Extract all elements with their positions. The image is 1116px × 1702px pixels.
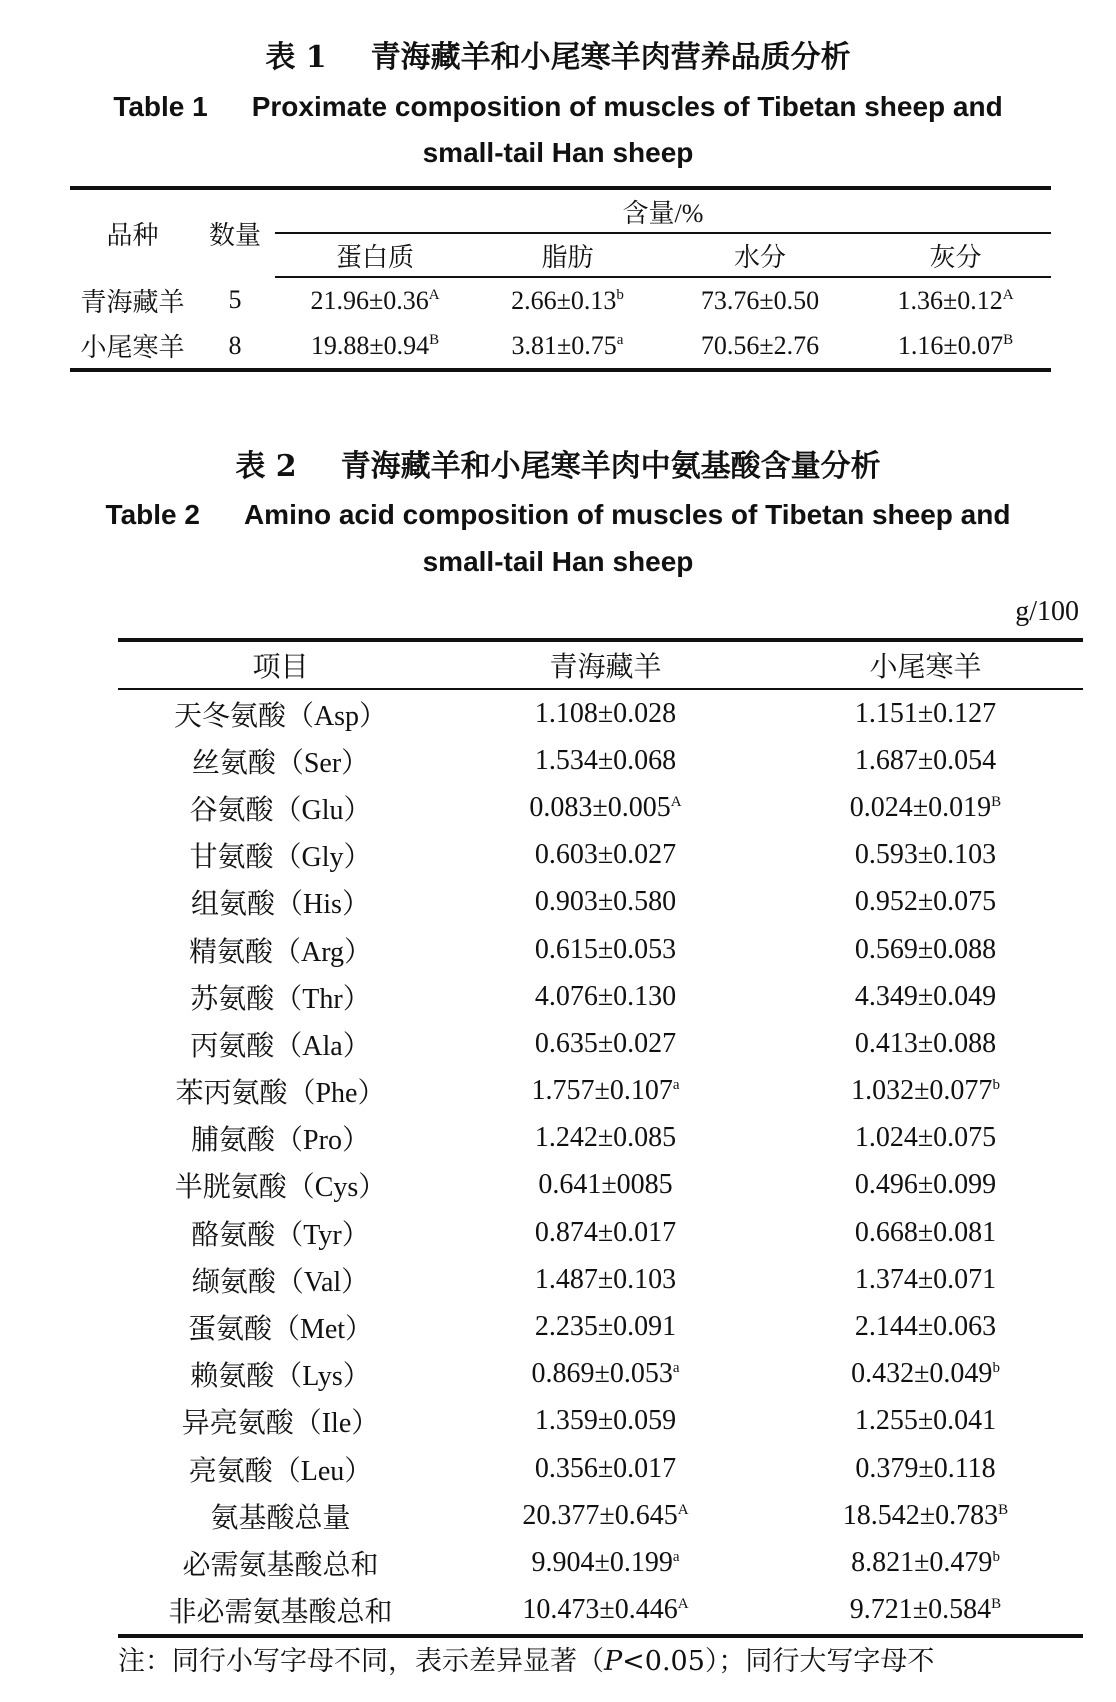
table2-cell-item: 精氨酸（Arg） — [188, 936, 373, 968]
table-row — [118, 1445, 1083, 1492]
table1 — [70, 186, 1051, 372]
table2-cell-item: 甘氨酸（Gly） — [189, 842, 372, 874]
table2-cell-tibetan — [443, 1445, 768, 1492]
table1-header-fat: 脂肪 — [475, 233, 660, 277]
significance-letter: b — [992, 1077, 1000, 1094]
value: 1.487±0.103 — [534, 1263, 677, 1295]
value: 2.144±0.063 — [854, 1311, 997, 1343]
value: 1.255±0.041 — [854, 1405, 997, 1437]
table2-cell-tibetan — [443, 1539, 768, 1586]
significance-letter: a — [672, 1360, 680, 1377]
value: 21.96±0.36 — [310, 285, 429, 315]
value: 0.615±0.053 — [534, 933, 677, 965]
table1-header-moisture: 水分 — [660, 233, 860, 277]
table1-caption-en-line1 — [0, 89, 1116, 125]
table-row — [118, 879, 1083, 926]
table2-cell-item: 赖氨酸（Lys） — [190, 1361, 371, 1393]
value: 0.668±0.081 — [854, 1216, 997, 1248]
value: 70.56±2.76 — [700, 330, 820, 360]
table2 — [118, 638, 1083, 1638]
table2-cell-hanyang — [768, 1068, 1083, 1115]
table2-cell-item: 异亮氨酸（Ile） — [181, 1408, 380, 1440]
table2-header-hanyang: 小尾寒羊 — [768, 640, 1083, 689]
table-row — [118, 1351, 1083, 1398]
value: 0.874±0.017 — [534, 1216, 677, 1248]
table1-cell-ash — [860, 277, 1051, 323]
value: 0.496±0.099 — [854, 1169, 997, 1201]
footnote-middle: <0.05）；同行大写字母不 — [622, 1646, 935, 1677]
table-row — [118, 737, 1083, 784]
table-row — [118, 689, 1083, 737]
table2-cell-hanyang — [768, 1209, 1083, 1256]
value: 0.413±0.088 — [854, 1027, 997, 1059]
table2-cell-tibetan — [443, 737, 768, 784]
table2-cell-item: 蛋氨酸（Met） — [187, 1314, 374, 1346]
table2-caption-en-line1 — [0, 497, 1116, 533]
footnote-p: P — [604, 1646, 623, 1677]
value: 4.076±0.130 — [534, 980, 677, 1012]
value: 0.603±0.027 — [534, 839, 677, 871]
value: 20.377±0.645 — [522, 1499, 678, 1531]
table2-cell-tibetan — [443, 1209, 768, 1256]
table1-cell-protein — [275, 323, 475, 370]
significance-letter: a — [672, 1548, 680, 1565]
table2-cell-hanyang — [768, 689, 1083, 737]
significance-letter: b — [616, 286, 624, 303]
table2-cell-hanyang — [768, 879, 1083, 926]
table2-cell-item: 非必需氨基酸总和 — [168, 1597, 393, 1629]
value: 1.108±0.028 — [534, 697, 677, 729]
value: 10.473±0.446 — [522, 1594, 678, 1626]
significance-letter: A — [677, 1596, 689, 1613]
table-row — [118, 1068, 1083, 1115]
value: 1.36±0.12 — [897, 285, 1003, 315]
table2-cell-hanyang — [768, 1539, 1083, 1586]
value: 0.356±0.017 — [534, 1452, 677, 1484]
table-row — [118, 1398, 1083, 1445]
table2-cell-tibetan — [443, 1303, 768, 1350]
table1-header-breed: 品种 — [106, 221, 159, 250]
table1-header-content: 含量/% — [275, 188, 1051, 233]
value: 1.534±0.068 — [534, 744, 677, 776]
significance-letter: B — [429, 331, 440, 348]
table1-caption-cn — [0, 38, 1116, 78]
table2-cell-item: 苏氨酸（Thr） — [190, 983, 371, 1015]
significance-letter: B — [1003, 331, 1014, 348]
table2-cell-hanyang — [768, 1256, 1083, 1303]
table-row — [118, 926, 1083, 973]
table1-header-protein: 蛋白质 — [275, 233, 475, 277]
table1-cell-protein — [275, 277, 475, 323]
table1-cell-count: 8 — [228, 330, 242, 360]
table2-cell-hanyang — [768, 1445, 1083, 1492]
value: 0.593±0.103 — [854, 839, 997, 871]
table-row — [70, 277, 1051, 323]
value: 0.432±0.049 — [851, 1358, 993, 1390]
table2-cell-tibetan — [443, 1020, 768, 1067]
value: 0.869±0.053 — [531, 1358, 673, 1390]
table2-cell-hanyang — [768, 1398, 1083, 1445]
value: 19.88±0.94 — [310, 330, 430, 360]
table1-cell-fat — [475, 277, 660, 323]
table2-cell-item: 脯氨酸（Pro） — [191, 1125, 370, 1157]
table2-cell-hanyang — [768, 1351, 1083, 1398]
table2-cell-hanyang — [768, 1587, 1083, 1636]
value: 1.151±0.127 — [854, 697, 997, 729]
value: 0.903±0.580 — [534, 886, 677, 918]
table2-cell-hanyang — [768, 926, 1083, 973]
table-row — [118, 832, 1083, 879]
table2-cell-item: 组氨酸（His） — [191, 889, 370, 921]
table2-cell-item: 缬氨酸（Val） — [191, 1266, 370, 1298]
significance-letter: B — [998, 1501, 1009, 1518]
table2-unit: g/100 — [1015, 596, 1079, 627]
significance-letter: B — [991, 1596, 1002, 1613]
table2-cell-hanyang — [768, 1303, 1083, 1350]
significance-letter: A — [677, 1501, 689, 1518]
table2-cell-tibetan — [443, 689, 768, 737]
table2-cell-item: 亮氨酸（Leu） — [188, 1455, 373, 1487]
value: 1.359±0.059 — [534, 1405, 677, 1437]
table2-cell-hanyang — [768, 784, 1083, 831]
value: 0.083±0.005 — [529, 791, 671, 823]
table1-caption-en-label: Table 1 — [113, 91, 208, 122]
table2-cell-tibetan — [443, 1162, 768, 1209]
value: 2.66±0.13 — [511, 285, 617, 315]
significance-letter: b — [992, 1360, 1000, 1377]
value: 0.641±0085 — [538, 1169, 673, 1201]
value: 1.16±0.07 — [897, 330, 1004, 360]
value: 1.024±0.075 — [854, 1122, 997, 1154]
value: 4.349±0.049 — [854, 980, 997, 1012]
value: 0.379±0.118 — [855, 1452, 996, 1484]
table2-caption-cn-title: 青海藏羊和小尾寒羊肉中氨基酸含量分析 — [340, 449, 881, 484]
significance-letter: A — [670, 793, 682, 810]
table2-caption-cn — [0, 447, 1116, 487]
significance-letter: b — [992, 1548, 1000, 1565]
significance-letter: A — [1002, 286, 1014, 303]
table2-cell-item: 半胱氨酸（Cys） — [174, 1172, 387, 1204]
table2-cell-hanyang — [768, 1492, 1083, 1539]
table1-caption-cn-title: 青海藏羊和小尾寒羊肉营养品质分析 — [370, 40, 851, 75]
significance-letter: a — [616, 331, 624, 348]
table2-cell-tibetan — [443, 1351, 768, 1398]
value: 1.687±0.054 — [854, 744, 997, 776]
table2-cell-tibetan — [443, 1492, 768, 1539]
table2-cell-tibetan — [443, 832, 768, 879]
value: 73.76±0.50 — [700, 285, 820, 315]
table2-cell-tibetan — [443, 879, 768, 926]
table1-cell-breed: 青海藏羊 — [80, 287, 185, 317]
table2-cell-tibetan — [443, 784, 768, 831]
table-row — [118, 1303, 1083, 1350]
table-row — [118, 1115, 1083, 1162]
table2-cell-tibetan — [443, 1587, 768, 1636]
table2-cell-item: 必需氨基酸总和 — [182, 1549, 379, 1581]
table2-caption-cn-label: 表 2 — [235, 449, 297, 484]
table2-cell-item: 天冬氨酸（Asp） — [173, 700, 388, 732]
table2-body — [118, 689, 1083, 1636]
value: 0.952±0.075 — [854, 886, 997, 918]
table2-cell-item: 丝氨酸（Ser） — [191, 747, 370, 779]
value: 1.032±0.077 — [851, 1075, 993, 1107]
table2-cell-tibetan — [443, 926, 768, 973]
significance-letter: a — [672, 1077, 680, 1094]
footnote-prefix: 注：同行小写字母不同，表示差异显著（ — [118, 1646, 604, 1677]
table2-caption-en-title: Amino acid composition of muscles of Tibetan sheep and — [243, 499, 1011, 530]
value: 1.374±0.071 — [854, 1263, 997, 1295]
table2-cell-hanyang — [768, 1020, 1083, 1067]
table1-caption-cn-label: 表 1 — [265, 40, 327, 75]
table2-cell-tibetan — [443, 1068, 768, 1115]
table2-cell-item: 苯丙氨酸（Phe） — [175, 1078, 386, 1110]
significance-letter: B — [991, 793, 1002, 810]
value: 9.904±0.199 — [531, 1546, 673, 1578]
table1-cell-fat — [475, 323, 660, 370]
table1-header-count: 数量 — [208, 221, 261, 250]
table1-cell-moisture — [660, 323, 860, 370]
value: 0.024±0.019 — [849, 791, 992, 823]
table1-caption-en-title: Proximate composition of muscles of Tibetan sheep and — [251, 91, 1003, 122]
table-row — [118, 973, 1083, 1020]
table2-cell-item: 丙氨酸（Ala） — [190, 1030, 371, 1062]
table2-header-item: 项目 — [118, 640, 443, 689]
table2-cell-item: 氨基酸总量 — [210, 1502, 351, 1534]
value: 0.569±0.088 — [854, 933, 997, 965]
table-row — [118, 1587, 1083, 1636]
table-row — [118, 1539, 1083, 1586]
footnote — [118, 1640, 934, 1684]
value: 1.242±0.085 — [534, 1122, 677, 1154]
table1-caption-en-line2: small-tail Han sheep — [422, 137, 694, 168]
table2-caption-en-label: Table 2 — [105, 499, 200, 530]
table2-caption-en-line2: small-tail Han sheep — [422, 546, 694, 577]
value: 8.821±0.479 — [851, 1546, 993, 1578]
table2-cell-hanyang — [768, 1162, 1083, 1209]
table-row — [118, 1162, 1083, 1209]
table2-cell-hanyang — [768, 832, 1083, 879]
table-row — [118, 784, 1083, 831]
table2-cell-item: 酪氨酸（Tyr） — [191, 1219, 370, 1251]
table2-cell-tibetan — [443, 1115, 768, 1162]
table2-cell-tibetan — [443, 1398, 768, 1445]
value: 9.721±0.584 — [849, 1594, 992, 1626]
table-row — [118, 1256, 1083, 1303]
value: 3.81±0.75 — [511, 330, 617, 360]
value: 1.757±0.107 — [531, 1075, 673, 1107]
value: 18.542±0.783 — [842, 1499, 999, 1531]
table2-cell-hanyang — [768, 973, 1083, 1020]
table-row — [118, 1492, 1083, 1539]
table-row — [118, 1209, 1083, 1256]
table-row — [70, 323, 1051, 370]
value: 0.635±0.027 — [534, 1027, 677, 1059]
significance-letter: A — [428, 286, 440, 303]
table1-cell-ash — [860, 323, 1051, 370]
table2-cell-tibetan — [443, 1256, 768, 1303]
table1-cell-moisture — [660, 277, 860, 323]
table1-cell-breed: 小尾寒羊 — [80, 333, 185, 362]
value: 2.235±0.091 — [534, 1311, 677, 1343]
table1-header-ash: 灰分 — [860, 233, 1051, 277]
table2-cell-tibetan — [443, 973, 768, 1020]
table-row — [118, 1020, 1083, 1067]
table2-header-tibetan: 青海藏羊 — [443, 640, 768, 689]
table2-cell-hanyang — [768, 737, 1083, 784]
table1-cell-count: 5 — [228, 285, 242, 314]
table2-cell-hanyang — [768, 1115, 1083, 1162]
table2-cell-item: 谷氨酸（Glu） — [189, 794, 372, 826]
